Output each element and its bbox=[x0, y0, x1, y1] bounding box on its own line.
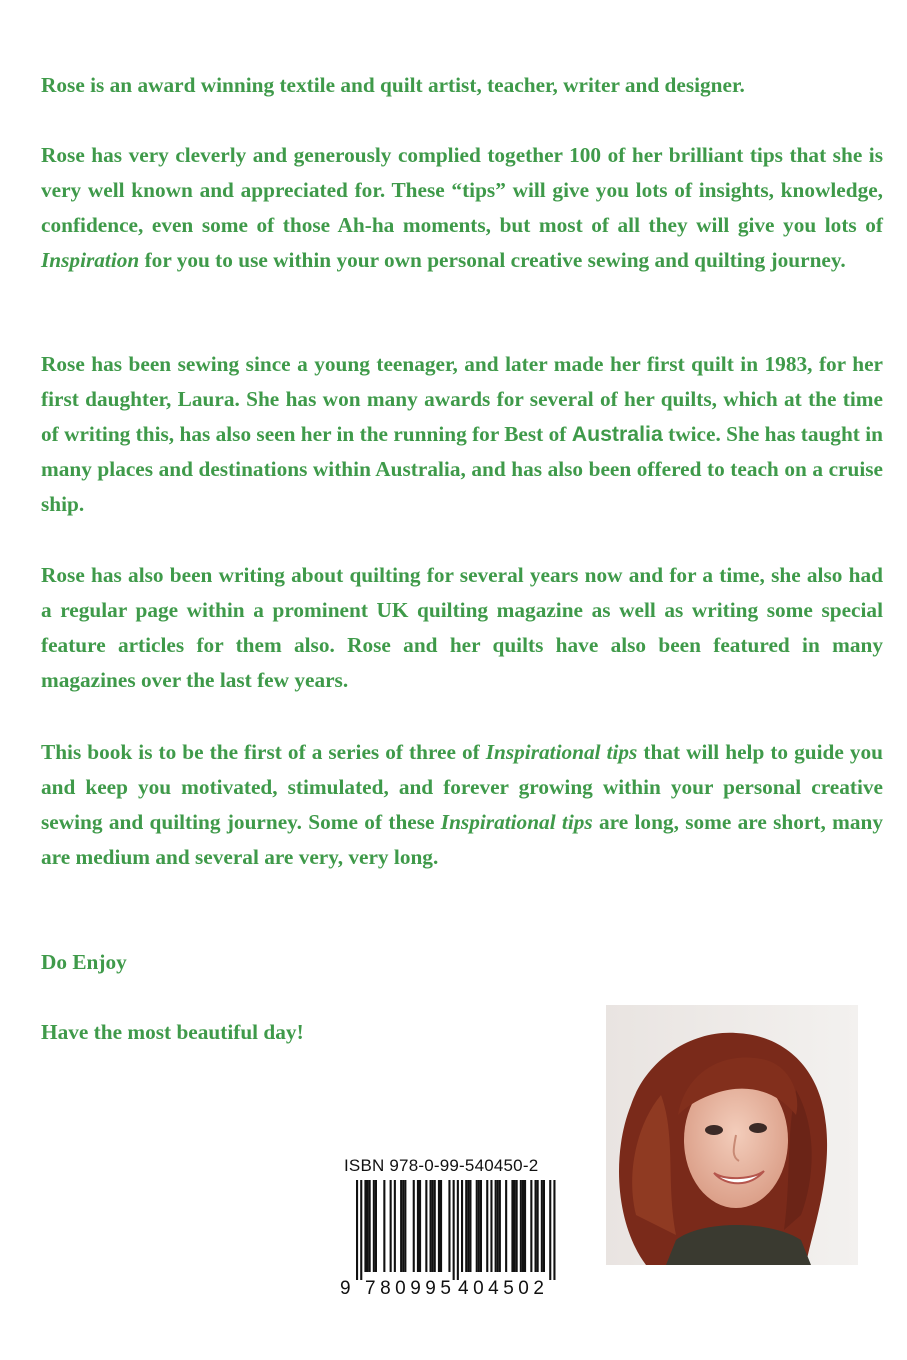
paragraph-history bbox=[41, 347, 883, 522]
barcode-bar bbox=[390, 1180, 392, 1272]
author-portrait-image bbox=[606, 1005, 858, 1265]
barcode-bar bbox=[486, 1180, 488, 1272]
barcode-bar bbox=[364, 1180, 366, 1272]
barcode-bar bbox=[375, 1180, 377, 1272]
barcode-bar bbox=[476, 1180, 478, 1272]
series-text-c: are long, some are short, many are medium and several are very, very long. bbox=[41, 810, 883, 869]
barcode-bar bbox=[516, 1180, 518, 1272]
barcode-bars bbox=[356, 1180, 556, 1280]
barcode-bar bbox=[419, 1180, 421, 1272]
barcode-bar bbox=[497, 1180, 499, 1272]
barcode-bar bbox=[360, 1180, 362, 1280]
closing-line: Have the most beautiful day! bbox=[41, 1020, 304, 1044]
barcode-right-digits: 404502 bbox=[458, 1278, 549, 1299]
series-text-b: that will help to guide you and keep you motivated, stimulated, and forever growing within your personal creative sewing and quilting journey. Some of these bbox=[41, 740, 883, 834]
barcode-bar bbox=[495, 1180, 497, 1272]
paragraph-writing bbox=[41, 558, 883, 698]
barcode-bar bbox=[440, 1180, 442, 1272]
barcode-bar bbox=[505, 1180, 507, 1272]
barcode-bar bbox=[478, 1180, 480, 1272]
barcode-bar bbox=[413, 1180, 415, 1272]
author-photo bbox=[606, 1005, 858, 1265]
barcode-bar bbox=[480, 1180, 482, 1272]
barcode-bar bbox=[543, 1180, 545, 1272]
barcode-bar bbox=[438, 1180, 440, 1272]
barcode-first-digit: 9 bbox=[340, 1278, 351, 1299]
barcode-bar bbox=[367, 1180, 369, 1272]
barcode-bar bbox=[404, 1180, 406, 1272]
do-enjoy: Do Enjoy bbox=[41, 950, 127, 974]
barcode-bar bbox=[425, 1180, 427, 1272]
barcode-bar bbox=[434, 1180, 436, 1272]
isbn-barcode bbox=[338, 1180, 566, 1300]
barcode-bar bbox=[448, 1180, 450, 1272]
barcode-bar bbox=[537, 1180, 539, 1272]
barcode-bar bbox=[383, 1180, 385, 1272]
barcode-bar bbox=[461, 1180, 463, 1272]
barcode-bar bbox=[356, 1180, 358, 1280]
barcode-bar bbox=[457, 1180, 459, 1280]
barcode-bar bbox=[369, 1180, 371, 1272]
barcode-bar bbox=[535, 1180, 537, 1272]
history-text-a: Rose has been sewing since a young teenager, and later made her first quilt in 1983, for her first daughter, Laura. She has won many awards for several of her quilts, which at the time of writing this, has also seen her in the running for Best of bbox=[41, 352, 883, 446]
barcode-bar bbox=[430, 1180, 432, 1272]
barcode-bar bbox=[511, 1180, 513, 1272]
barcode-bar bbox=[541, 1180, 543, 1272]
barcode-left-digits: 780995 bbox=[365, 1278, 456, 1299]
paragraph-series bbox=[41, 735, 883, 875]
barcode-bar bbox=[465, 1180, 467, 1272]
history-text-australia: Australia bbox=[571, 422, 663, 446]
history-text-b: twice. She has taught in many places and destinations within Australia, and has also been offered to teach on a cruise ship. bbox=[41, 422, 883, 516]
barcode-bar bbox=[402, 1180, 404, 1272]
barcode-bar bbox=[490, 1180, 492, 1272]
barcode-bar bbox=[514, 1180, 516, 1272]
barcode-bar bbox=[373, 1180, 375, 1272]
writing-text: Rose has also been writing about quilting for several years now and for a time, she also had a regular page within a prominent UK quilting magazine as well as writing some special feature articles for them also. Rose and her quilts have also been featured in many magazines over the last few years. bbox=[41, 563, 883, 692]
barcode-bar bbox=[453, 1180, 455, 1280]
series-text-em2: Inspirational tips bbox=[440, 810, 593, 834]
barcode-bar bbox=[394, 1180, 396, 1272]
barcode-bar bbox=[530, 1180, 532, 1272]
series-text-a: This book is to be the first of a series of three of bbox=[41, 740, 486, 764]
barcode-bar bbox=[553, 1180, 555, 1280]
barcode-bar bbox=[549, 1180, 551, 1280]
tips-text-a: Rose has very cleverly and generously complied together 100 of her brilliant tips that she is very well known and appreciated for. These “tips” will give you lots of insights, knowledge, confidence, even some of those Ah-ha moments, but most of all they will give you lots of bbox=[41, 143, 883, 237]
isbn-label: ISBN 978-0-99-540450-2 bbox=[344, 1156, 539, 1175]
tips-text-b: for you to use within your own personal creative sewing and quilting journey. bbox=[139, 248, 846, 272]
barcode-bar bbox=[400, 1180, 402, 1272]
barcode-bar bbox=[499, 1180, 501, 1272]
barcode-bar bbox=[417, 1180, 419, 1272]
series-text-em1: Inspirational tips bbox=[485, 740, 638, 764]
barcode-bar bbox=[524, 1180, 526, 1272]
barcode-bar bbox=[469, 1180, 471, 1272]
barcode-bar bbox=[520, 1180, 522, 1272]
tips-text-em: Inspiration bbox=[41, 248, 140, 272]
barcode-bar bbox=[522, 1180, 524, 1272]
barcode-bar bbox=[432, 1180, 434, 1272]
paragraph-intro bbox=[41, 68, 883, 103]
barcode-bar bbox=[467, 1180, 469, 1272]
paragraph-tips bbox=[41, 138, 883, 278]
intro-text: Rose is an award winning textile and quilt artist, teacher, writer and designer. bbox=[41, 73, 745, 97]
